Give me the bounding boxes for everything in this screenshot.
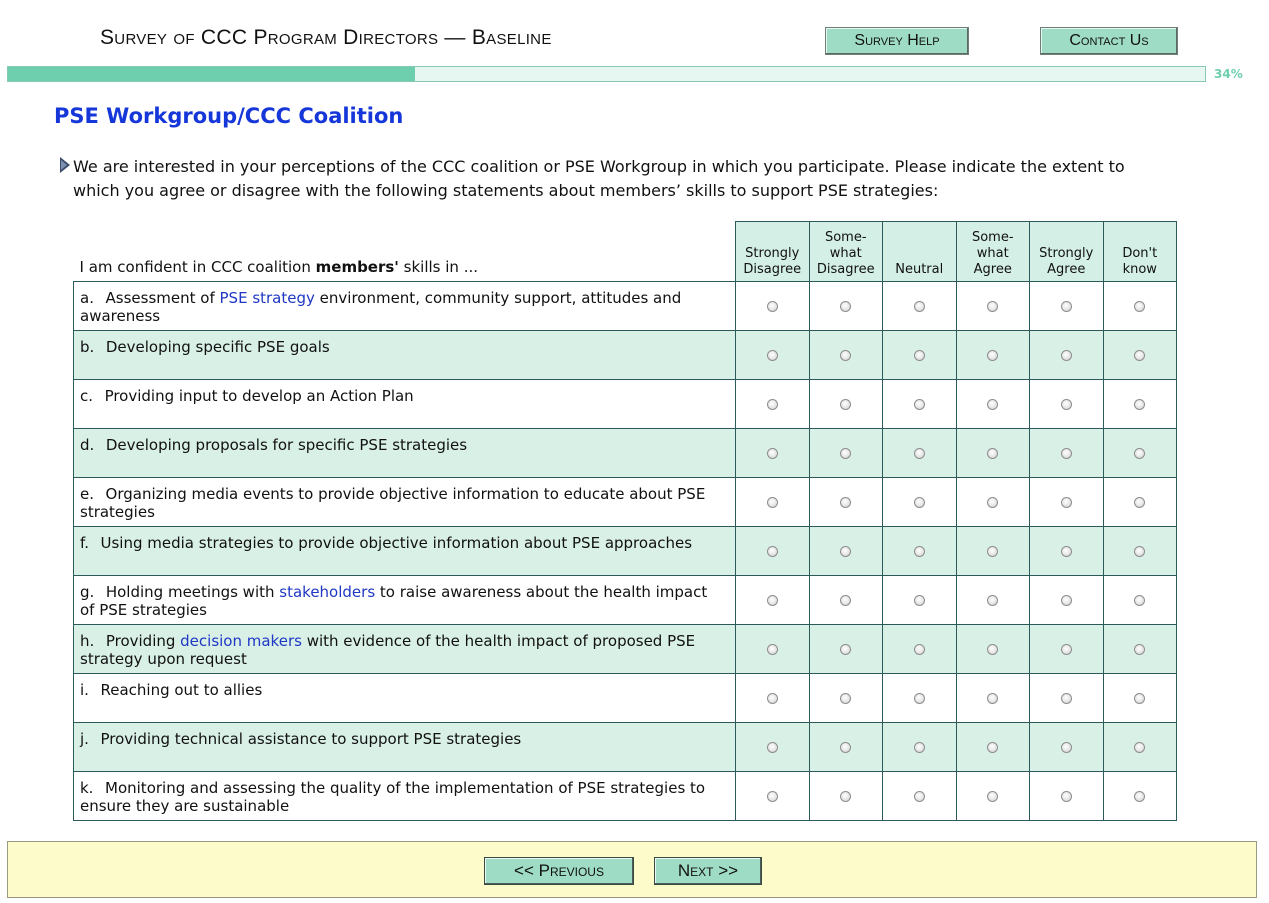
radio-dont-know[interactable]	[1134, 399, 1145, 410]
option-cell-dont-know	[1103, 282, 1177, 331]
question-letter: a.	[80, 289, 94, 307]
radio-somewhat-disagree[interactable]	[840, 742, 851, 753]
question-text	[74, 772, 736, 821]
option-cell-strongly-disagree	[736, 478, 810, 527]
option-cell-neutral	[883, 527, 957, 576]
question-text-part: Providing input to develop an Action Plan	[104, 387, 414, 405]
radio-somewhat-agree[interactable]	[987, 644, 998, 655]
question-text	[74, 723, 736, 772]
option-cell-neutral	[883, 576, 957, 625]
radio-somewhat-disagree[interactable]	[840, 497, 851, 508]
section-title: PSE Workgroup/CCC Coalition	[54, 104, 404, 128]
question-text-part: Developing specific PSE goals	[105, 338, 330, 356]
column-header-strongly-disagree	[736, 222, 810, 282]
radio-dont-know[interactable]	[1134, 595, 1145, 606]
column-header-line: know	[1122, 262, 1157, 277]
table-row	[74, 723, 1177, 772]
option-cell-strongly-disagree	[736, 576, 810, 625]
table-row	[74, 429, 1177, 478]
option-cell-neutral	[883, 625, 957, 674]
option-cell-somewhat-agree	[956, 331, 1030, 380]
option-cell-dont-know	[1103, 576, 1177, 625]
radio-strongly-agree[interactable]	[1061, 497, 1072, 508]
glossary-link[interactable]: decision makers	[180, 632, 302, 650]
option-cell-strongly-disagree	[736, 625, 810, 674]
radio-strongly-disagree[interactable]	[767, 595, 778, 606]
radio-strongly-agree[interactable]	[1061, 791, 1072, 802]
option-cell-dont-know	[1103, 380, 1177, 429]
column-header-line: Disagree	[743, 262, 802, 277]
radio-dont-know[interactable]	[1134, 546, 1145, 557]
question-text-part: Providing	[105, 632, 181, 650]
option-cell-somewhat-disagree	[809, 576, 883, 625]
question-text	[74, 478, 736, 527]
question-text-part: with evidence of the health impact of proposed PSE strategy upon request	[80, 632, 696, 668]
option-cell-neutral	[883, 674, 957, 723]
radio-somewhat-disagree[interactable]	[840, 595, 851, 606]
column-header-line: Some-	[824, 230, 867, 245]
column-header-somewhat-agree	[956, 222, 1030, 282]
radio-dont-know[interactable]	[1134, 791, 1145, 802]
option-cell-somewhat-agree	[956, 380, 1030, 429]
question-letter: c.	[80, 387, 94, 405]
option-cell-neutral	[883, 478, 957, 527]
radio-strongly-agree[interactable]	[1061, 644, 1072, 655]
table-row	[74, 576, 1177, 625]
radio-neutral[interactable]	[914, 448, 925, 459]
option-cell-dont-know	[1103, 674, 1177, 723]
radio-strongly-disagree[interactable]	[767, 497, 778, 508]
progress-bar	[7, 66, 1206, 82]
column-header-dont-know	[1103, 222, 1177, 282]
radio-somewhat-agree[interactable]	[987, 497, 998, 508]
option-cell-neutral	[883, 429, 957, 478]
option-cell-somewhat-disagree	[809, 282, 883, 331]
column-header-strongly-agree	[1030, 222, 1104, 282]
column-header-line: Neutral	[895, 262, 944, 277]
question-text	[74, 576, 736, 625]
option-cell-strongly-agree	[1030, 772, 1104, 821]
radio-neutral[interactable]	[914, 595, 925, 606]
radio-strongly-agree[interactable]	[1061, 546, 1072, 557]
option-cell-strongly-agree	[1030, 478, 1104, 527]
radio-strongly-disagree[interactable]	[767, 448, 778, 459]
progress-bar-fill	[8, 67, 415, 81]
option-cell-dont-know	[1103, 772, 1177, 821]
option-cell-strongly-agree	[1030, 527, 1104, 576]
option-cell-somewhat-agree	[956, 429, 1030, 478]
radio-neutral[interactable]	[914, 497, 925, 508]
option-cell-strongly-disagree	[736, 527, 810, 576]
question-letter: d.	[80, 436, 95, 454]
option-cell-strongly-disagree	[736, 772, 810, 821]
option-cell-strongly-agree	[1030, 282, 1104, 331]
survey-help-button[interactable]: Survey Help	[825, 27, 969, 55]
radio-dont-know[interactable]	[1134, 742, 1145, 753]
radio-somewhat-agree[interactable]	[987, 595, 998, 606]
option-cell-somewhat-agree	[956, 478, 1030, 527]
column-header-line: Strongly	[745, 246, 800, 261]
radio-strongly-disagree[interactable]	[767, 301, 778, 312]
radio-strongly-agree[interactable]	[1061, 399, 1072, 410]
radio-neutral[interactable]	[914, 546, 925, 557]
table-row	[74, 478, 1177, 527]
option-cell-dont-know	[1103, 478, 1177, 527]
option-cell-dont-know	[1103, 625, 1177, 674]
radio-dont-know[interactable]	[1134, 448, 1145, 459]
radio-somewhat-agree[interactable]	[987, 448, 998, 459]
radio-somewhat-agree[interactable]	[987, 791, 998, 802]
option-cell-somewhat-disagree	[809, 625, 883, 674]
option-cell-somewhat-disagree	[809, 380, 883, 429]
option-cell-somewhat-agree	[956, 576, 1030, 625]
option-cell-somewhat-disagree	[809, 527, 883, 576]
option-cell-strongly-agree	[1030, 674, 1104, 723]
table-row	[74, 674, 1177, 723]
question-text-part: Monitoring and assessing the quality of the implementation of PSE strategies to ensure they are sustainable	[80, 779, 706, 815]
radio-strongly-disagree[interactable]	[767, 742, 778, 753]
radio-neutral[interactable]	[914, 350, 925, 361]
option-cell-strongly-agree	[1030, 723, 1104, 772]
radio-dont-know[interactable]	[1134, 693, 1145, 704]
radio-strongly-agree[interactable]	[1061, 350, 1072, 361]
column-header-neutral	[883, 222, 957, 282]
option-cell-strongly-disagree	[736, 723, 810, 772]
radio-somewhat-disagree[interactable]	[840, 301, 851, 312]
radio-somewhat-disagree[interactable]	[840, 448, 851, 459]
radio-dont-know[interactable]	[1134, 644, 1145, 655]
radio-neutral[interactable]	[914, 644, 925, 655]
question-text	[74, 527, 736, 576]
question-text	[74, 331, 736, 380]
option-cell-strongly-agree	[1030, 625, 1104, 674]
stem-bold: members'	[315, 258, 399, 276]
radio-strongly-agree[interactable]	[1061, 693, 1072, 704]
option-cell-strongly-agree	[1030, 331, 1104, 380]
survey-title: Survey of CCC Program Directors — Baseline	[100, 26, 552, 49]
column-header-somewhat-disagree	[809, 222, 883, 282]
option-cell-strongly-agree	[1030, 380, 1104, 429]
option-cell-strongly-agree	[1030, 576, 1104, 625]
next-button[interactable]: Next >>	[654, 857, 762, 885]
question-letter: f.	[80, 534, 89, 552]
option-cell-dont-know	[1103, 723, 1177, 772]
option-cell-somewhat-agree	[956, 674, 1030, 723]
radio-neutral[interactable]	[914, 742, 925, 753]
column-header-line: Agree	[973, 262, 1012, 277]
option-cell-dont-know	[1103, 331, 1177, 380]
likert-grid	[73, 221, 1177, 821]
question-text	[74, 625, 736, 674]
question-text-part: Providing technical assistance to support PSE strategies	[100, 730, 522, 748]
radio-somewhat-agree[interactable]	[987, 742, 998, 753]
contact-us-button[interactable]: Contact Us	[1040, 27, 1178, 55]
option-cell-somewhat-disagree	[809, 674, 883, 723]
navigation-bar	[7, 841, 1257, 898]
table-row	[74, 331, 1177, 380]
table-row	[74, 527, 1177, 576]
option-cell-somewhat-agree	[956, 723, 1030, 772]
radio-strongly-disagree[interactable]	[767, 350, 778, 361]
question-stem	[74, 222, 736, 282]
radio-somewhat-disagree[interactable]	[840, 644, 851, 655]
radio-somewhat-disagree[interactable]	[840, 546, 851, 557]
question-letter: h.	[80, 632, 95, 650]
option-cell-neutral	[883, 331, 957, 380]
column-header-line: Strongly	[1039, 246, 1094, 261]
question-letter: i.	[80, 681, 89, 699]
question-text	[74, 429, 736, 478]
progress-percent-label: 34%	[1214, 67, 1243, 81]
radio-somewhat-disagree[interactable]	[840, 693, 851, 704]
grid-header-row	[74, 222, 1177, 282]
stem-prefix: I am confident in CCC coalition	[79, 258, 316, 276]
question-text-part: environment, community support, attitudes and awareness	[80, 289, 682, 325]
question-letter: b.	[80, 338, 95, 356]
question-text	[74, 674, 736, 723]
table-row	[74, 625, 1177, 674]
option-cell-somewhat-agree	[956, 625, 1030, 674]
option-cell-neutral	[883, 772, 957, 821]
option-cell-strongly-disagree	[736, 282, 810, 331]
glossary-link[interactable]: stakeholders	[279, 583, 376, 601]
column-header-line: what	[829, 246, 862, 261]
question-text-part: Reaching out to allies	[100, 681, 263, 699]
option-cell-strongly-disagree	[736, 380, 810, 429]
radio-somewhat-disagree[interactable]	[840, 791, 851, 802]
radio-somewhat-agree[interactable]	[987, 350, 998, 361]
option-cell-neutral	[883, 380, 957, 429]
radio-strongly-agree[interactable]	[1061, 742, 1072, 753]
radio-strongly-disagree[interactable]	[767, 546, 778, 557]
option-cell-dont-know	[1103, 527, 1177, 576]
radio-dont-know[interactable]	[1134, 497, 1145, 508]
table-row	[74, 380, 1177, 429]
question-text-part: Using media strategies to provide objective information about PSE approaches	[100, 534, 693, 552]
option-cell-somewhat-disagree	[809, 478, 883, 527]
radio-strongly-disagree[interactable]	[767, 644, 778, 655]
radio-strongly-disagree[interactable]	[767, 399, 778, 410]
arrow-right-icon	[60, 157, 70, 173]
option-cell-strongly-disagree	[736, 674, 810, 723]
radio-dont-know[interactable]	[1134, 350, 1145, 361]
option-cell-strongly-disagree	[736, 331, 810, 380]
column-header-line: Agree	[1047, 262, 1086, 277]
option-cell-neutral	[883, 723, 957, 772]
instruction-text: We are interested in your perceptions of the CCC coalition or PSE Workgroup in which you participate. Please indicate the extent to which you agree or disagree with the following statements about members’ skills to support PSE strategies:	[73, 157, 1125, 200]
radio-strongly-agree[interactable]	[1061, 301, 1072, 312]
glossary-link[interactable]: PSE strategy	[219, 289, 315, 307]
question-text-part: to raise awareness about the health impact of PSE strategies	[80, 583, 708, 619]
question-text	[74, 380, 736, 429]
table-row	[74, 772, 1177, 821]
radio-neutral[interactable]	[914, 791, 925, 802]
question-text-part: Organizing media events to provide objective information to educate about PSE strategies	[80, 485, 706, 521]
radio-somewhat-agree[interactable]	[987, 546, 998, 557]
option-cell-somewhat-agree	[956, 772, 1030, 821]
radio-strongly-agree[interactable]	[1061, 595, 1072, 606]
radio-somewhat-agree[interactable]	[987, 301, 998, 312]
option-cell-somewhat-disagree	[809, 429, 883, 478]
question-text-part: Holding meetings with	[105, 583, 280, 601]
radio-somewhat-agree[interactable]	[987, 399, 998, 410]
previous-button[interactable]: << Previous	[484, 857, 634, 885]
option-cell-somewhat-disagree	[809, 331, 883, 380]
question-text	[74, 282, 736, 331]
column-header-line: Don't	[1122, 246, 1158, 261]
question-text-part: Assessment of	[105, 289, 220, 307]
option-cell-somewhat-disagree	[809, 723, 883, 772]
option-cell-strongly-disagree	[736, 429, 810, 478]
column-header-line: Disagree	[816, 262, 875, 277]
column-header-line: Some-	[971, 230, 1014, 245]
question-letter: k.	[80, 779, 94, 797]
radio-somewhat-disagree[interactable]	[840, 399, 851, 410]
question-text-part: Developing proposals for specific PSE strategies	[105, 436, 468, 454]
option-cell-strongly-agree	[1030, 429, 1104, 478]
option-cell-dont-know	[1103, 429, 1177, 478]
instruction	[60, 155, 1150, 203]
radio-strongly-agree[interactable]	[1061, 448, 1072, 459]
option-cell-somewhat-disagree	[809, 772, 883, 821]
radio-strongly-disagree[interactable]	[767, 693, 778, 704]
radio-somewhat-agree[interactable]	[987, 693, 998, 704]
radio-neutral[interactable]	[914, 301, 925, 312]
option-cell-neutral	[883, 282, 957, 331]
radio-neutral[interactable]	[914, 399, 925, 410]
question-letter: g.	[80, 583, 95, 601]
radio-somewhat-disagree[interactable]	[840, 350, 851, 361]
question-letter: j.	[80, 730, 89, 748]
column-header-line: what	[976, 246, 1009, 261]
stem-suffix: skills in ...	[398, 258, 479, 276]
table-row	[74, 282, 1177, 331]
option-cell-somewhat-agree	[956, 527, 1030, 576]
option-cell-somewhat-agree	[956, 282, 1030, 331]
radio-neutral[interactable]	[914, 693, 925, 704]
radio-dont-know[interactable]	[1134, 301, 1145, 312]
radio-strongly-disagree[interactable]	[767, 791, 778, 802]
question-letter: e.	[80, 485, 94, 503]
